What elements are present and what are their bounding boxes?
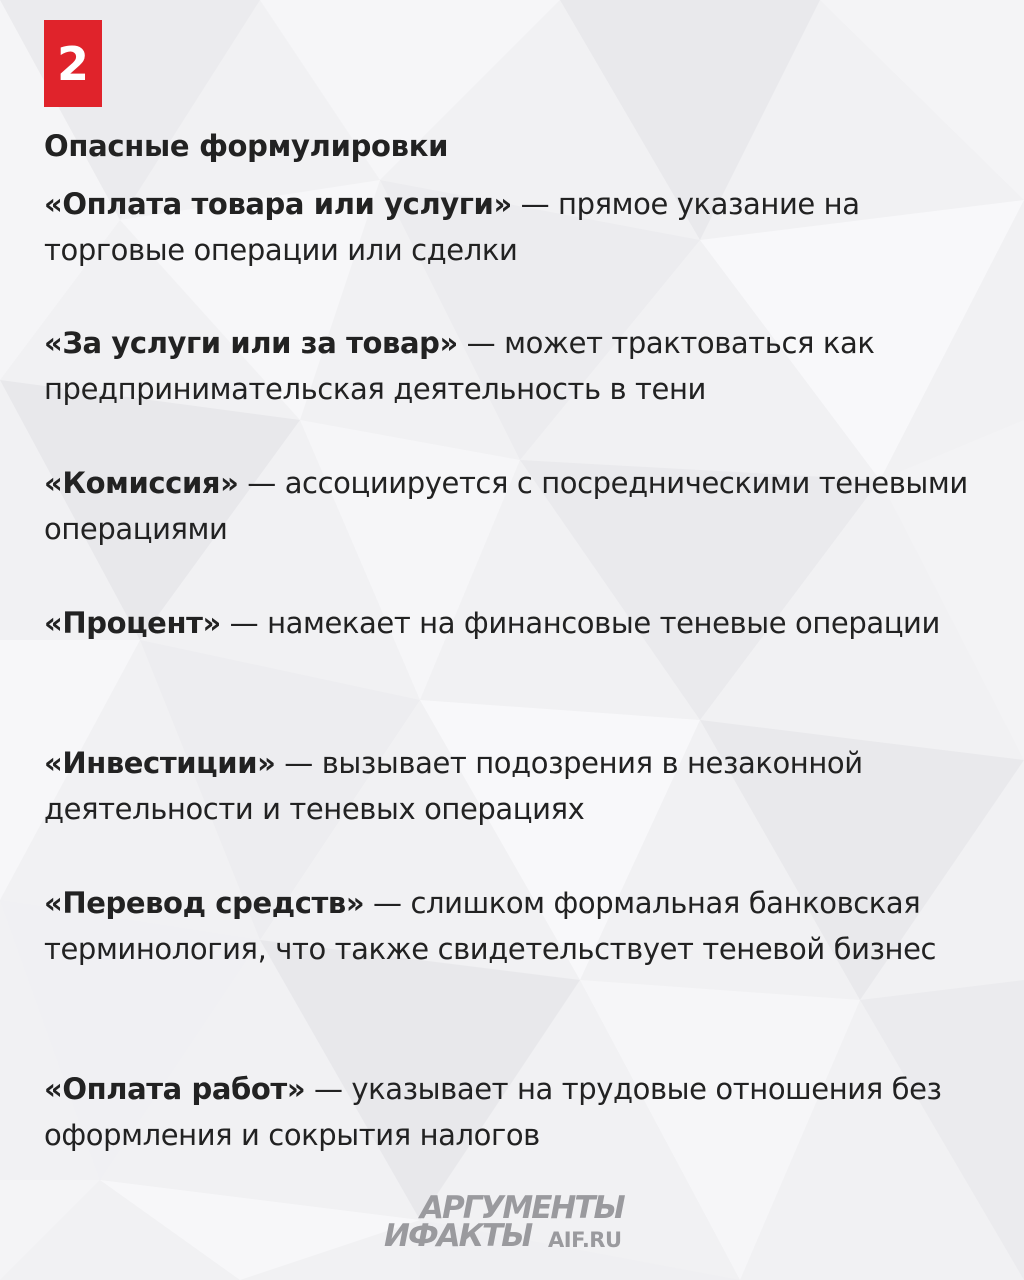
list-item [44, 880, 974, 972]
list-item [44, 320, 974, 412]
list-item [44, 460, 974, 552]
page-title: Опасные формулировки [44, 129, 449, 163]
item-description: — ассоциируется с посредническими теневыми операциями [44, 466, 968, 546]
item-term: «Комиссия» [44, 466, 239, 500]
item-description: — прямое указание на торговые операции или сделки [44, 187, 860, 267]
item-term: «Процент» [44, 606, 221, 640]
aif-logo [382, 1191, 642, 1253]
list-item [44, 740, 974, 832]
logo-line-1: АРГУМЕНТЫ [420, 1190, 624, 1226]
slide-number-badge: 2 [44, 20, 102, 107]
list-item [44, 600, 974, 646]
item-description: — указывает на трудовые отношения без оформления и сокрытия налогов [44, 1072, 942, 1152]
item-description: — слишком формальная банковская терминология, что также свидетельствует теневой бизнес [44, 886, 937, 966]
item-description: — намекает на финансовые теневые операции [220, 606, 940, 640]
list-item [44, 181, 974, 273]
logo-line-2: ИФАКТЫ [384, 1218, 532, 1254]
item-term: «Оплата товара или услуги» [44, 187, 512, 221]
item-term: «Перевод средств» [44, 886, 365, 920]
item-term: «Инвестиции» [44, 746, 276, 780]
item-term: «Оплата работ» [44, 1072, 306, 1106]
list-item [44, 1066, 974, 1158]
item-description: — вызывает подозрения в незаконной деятельности и теневых операциях [44, 746, 863, 826]
item-description: — может трактоваться как предпринимательская деятельность в тени [44, 326, 875, 406]
item-term: «За услуги или за товар» [44, 326, 458, 360]
logo-site: AIF.RU [548, 1228, 622, 1252]
